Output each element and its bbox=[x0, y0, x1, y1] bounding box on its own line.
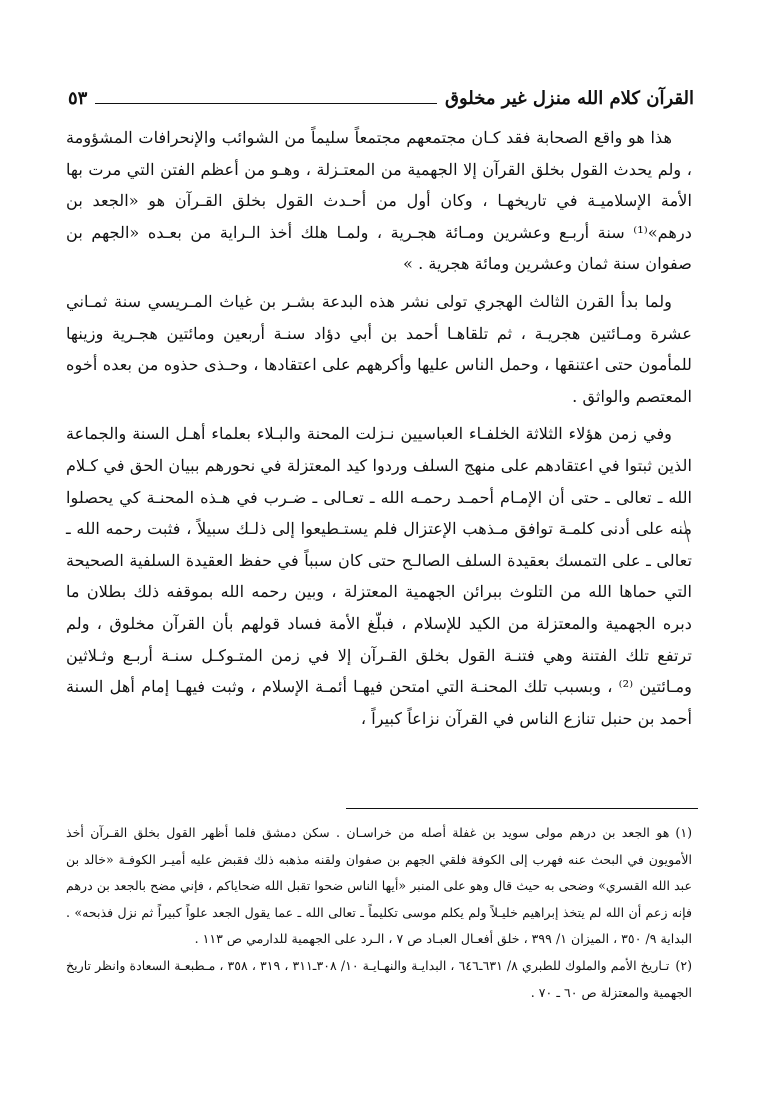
page-number: ٥٣ bbox=[68, 87, 88, 109]
header-rule bbox=[95, 93, 437, 104]
paragraph-1: هذا هو واقع الصحابة فقد كـان مجتمعهم مجتمعاً سليماً من الشوائب والإنحرافات المشؤومة ، ولم يحدث القول بخلق القرآن إلا الجهمية من المعتـزلة ، وهـو من أعظم الفتن التي مرت بها الأمة الإسلاميـة في تاريخهـا ، وكان أول من أحـدث القول بخلق القـرآن هو «الجعد بن درهم»⁽¹⁾ سنة أربـع وعشرين ومـائة هجـرية ، ولمـا هلك أخذ الـراية من بعـده «الجهم بن صفوان سنة ثمان وعشرين ومائة هجرية . » bbox=[66, 128, 692, 274]
footnote-text: تـاريخ الأمم والملوك للطبري ٨/ ٦٣١ـ٦٤٦ ، البدايـة والنهـايـة ١٠/ ٣٠٨ـ٣١١ ، ٣١٩ ، ٣٥٨ ، مـطبعـة السعادة وانظر تاريخ الجهمية والمعتزلة ص ٦٠ ـ ٧٠ . bbox=[66, 957, 692, 1000]
main-text bbox=[66, 122, 692, 740]
footnote-number: (٢) bbox=[675, 957, 692, 973]
paragraph-3: وفي زمن هؤلاء الثلاثة الخلفـاء العباسيين نـزلت المحنة والبـلاء بعلماء أهـل السنة والجماعة الذين ثبتوا في اعتقادهم على منهج السلف وردوا كيد المعتزلة في نحورهم ببيان الحق في كـلام الله ـ تعالى ـ حتى أن الإمـام أحمـد رحمـه الله ـ تعـالى ـ ضـرب في هـذه المحنـة كي يحصلوا منه على أدنى كلمـة توافق مـذهب الإعتزال فلم يستـطيعوا إلى ذلـك سبيلاً ، فثبت رحمه الله ـ تعالى ـ على التمسك بعقيدة السلف الصالـح حتى كان سبباً في حفظ العقيدة السلفية الصحيحة التي حماها الله من التلوث ببرائن الجهمية المعتزلة ، وبين رحمه الله بموقفه ذلك بطلان ما دبره الجهمية والمعتزلة من الكيد للإسلام ، فبلّغ الأمة فساد قولهم بأن القرآن مخلوق ، ولم ترتفع تلك الفتنة وهي فتنـة القول بخلق القـرآن إلا في زمن المتـوكـل سنـة أربـع وثـلاثين ومـائتين ⁽²⁾ ، وبسبب تلك المحنـة التي امتحن فيهـا أئمـة الإسلام ، وثبت فيهـا إمام أهل السنة أحمد بن حنبل تنازع الناس في القرآن نزاعاً كبيراً ، bbox=[66, 424, 692, 728]
header-title: القرآن كلام الله منزل غير مخلوق bbox=[445, 87, 694, 109]
footnote-separator bbox=[346, 808, 698, 809]
footnote-1 bbox=[66, 820, 692, 953]
paragraph-2: ولما بدأ القرن الثالث الهجري تولى نشر هذه البدعة بشـر بن غياث المـريسي سنة ثمـاني عشرة ومـائتين هجريـة ، ثم تلقاهـا أحمد بن أبي دؤاد سنـة أربعين ومائتين هجـرية وزينها للمأمون حتى اعتنقها ، وحمل الناس عليها وأكرههم على اعتقادها ، وحـذى حذوه من بعده أخوه المعتصم والواثق . bbox=[66, 291, 692, 406]
footnote-2 bbox=[66, 953, 692, 1006]
footnotes bbox=[66, 820, 692, 1006]
footnote-number: (١) bbox=[675, 825, 692, 840]
running-header bbox=[68, 84, 694, 112]
footnote-text: هو الجعد بن درهم مولى سويد بن غفلة أصله من خراسـان . سكن دمشق فلما أظهر القول بخلق القـرآن أخذ الأمويون في البحث عنه فهرب إلى الكوفة فلقي الجهم بن صفوان ولقنه مذهبه ذلك فقبض عليه أميـر الكوفـة «خالد بن عبد الله القسري» وضحى به حيث قال وهو على المنبر «أيها الناس ضحوا تقبل الله ضحاياكم ، فإني مضح بالجعد بن درهم فإنه زعم أن الله لم يتخذ إبراهيم خليـلاً ولم يكلم موسى تكليماً ـ تعالى الله ـ عما يقول الجعد علواً كبيراً ثم نزل فذبحه» . البداية ٩/ ٣٥٠ ، الميزان ١/ ٣٩٩ ، خلق أفعـال العبـاد ص ٧ ، الـرد على الجهمية للدارمي ص ١١٣ . bbox=[66, 825, 692, 947]
